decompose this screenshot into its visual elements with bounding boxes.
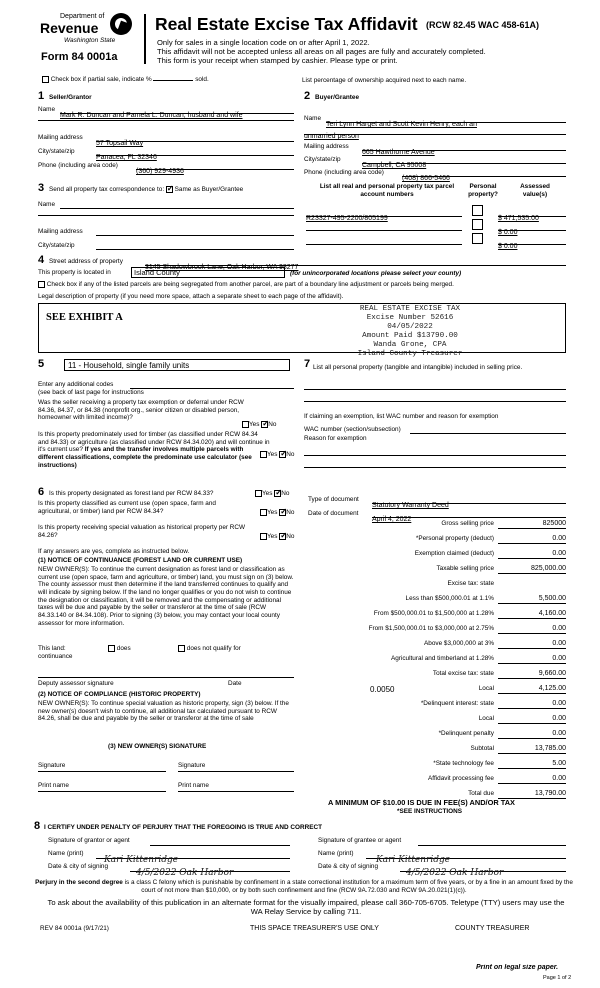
timber-q-text: Is this property predominately used for timber (as classified under RCW 84.34 and 84.33) or agriculture (as classified under RCW 84.34.020) and will continue in it's current use? xyxy=(38,431,270,454)
buyer-phone-field[interactable] xyxy=(402,167,566,182)
grantee-name-line[interactable] xyxy=(366,849,566,865)
grantor-name-value: Kari Kittenridge xyxy=(104,855,179,865)
tax-value[interactable]: 0.00 xyxy=(498,550,566,559)
additional-codes-field[interactable] xyxy=(130,381,294,389)
tax-label: Agricultural and timberland at 1.28% xyxy=(390,655,494,662)
tax-value[interactable]: 13,785.00 xyxy=(498,745,566,754)
sec7-text: List all personal property (tangible and intangible) included in selling price. xyxy=(313,364,523,371)
sec3-name-line2 xyxy=(38,215,294,216)
no-label: No xyxy=(268,421,277,429)
sec7-num: 7 xyxy=(304,358,311,370)
parcel-num-value-1: R23327-495-2200/805199 xyxy=(306,215,388,222)
wac-field[interactable] xyxy=(410,424,566,434)
personal-prop-line2[interactable] xyxy=(304,392,566,402)
seller-phone-field[interactable] xyxy=(136,160,294,175)
doc-date-field[interactable] xyxy=(372,508,566,523)
seller-heading: Seller/Grantor xyxy=(49,94,92,101)
ownership-note: List percentage of ownership acquired next to each name. xyxy=(302,77,467,84)
uninc-note: (for unincorporated locations please select your county) xyxy=(290,270,462,277)
grantor-sig-line[interactable] xyxy=(150,836,290,846)
notice1-title: (1) NOTICE OF CONTINUANCE (FOREST LAND OR CURRENT USE) xyxy=(38,557,243,564)
timber-question xyxy=(38,431,270,469)
partial-pct-field[interactable] xyxy=(153,80,193,81)
tax-label: *Personal property (deduct) xyxy=(415,535,494,542)
tax-value[interactable]: 4,125.00 xyxy=(498,685,566,694)
parcel-head3: Assessed value(s) xyxy=(520,183,550,198)
tax-value[interactable]: 4,160.00 xyxy=(498,610,566,619)
perjury-bold: Perjury in the second degree xyxy=(35,879,123,886)
stamp-line1: REAL ESTATE EXCISE TAX xyxy=(359,305,461,313)
sec3-num: 3 xyxy=(38,182,45,194)
sec8-num: 8 xyxy=(34,820,41,832)
buyer-name-label: Name xyxy=(304,115,322,122)
buyer-addr-field[interactable] xyxy=(362,141,566,156)
personal-prop-checkbox-2[interactable] xyxy=(472,219,483,230)
county-select[interactable]: Island County xyxy=(131,267,285,278)
tax-label: Total due xyxy=(468,790,494,797)
personal-prop-checkbox-1[interactable] xyxy=(472,205,483,216)
sec3-city-label: City/state/zip xyxy=(38,242,75,249)
no-label: No xyxy=(286,509,295,517)
county-treasurer-label: COUNTY TREASURER xyxy=(455,925,530,932)
tax-label: Subtotal xyxy=(470,745,494,752)
grantor-date-value: 4/5/2022 Oak Harbor xyxy=(136,868,234,878)
header-divider xyxy=(144,14,146,64)
tax-value[interactable]: 0.00 xyxy=(498,535,566,544)
parcel-num-field-3[interactable] xyxy=(306,235,462,245)
continuance-label: continuance xyxy=(38,653,73,660)
assessed-value-1: $ 471,535.00 xyxy=(498,215,539,222)
does-not-label: does not qualify for xyxy=(186,645,241,653)
buyer-name-field2[interactable] xyxy=(304,125,566,140)
stamp-line4: Amount Paid $13790.00 xyxy=(362,332,458,340)
no-label: No xyxy=(286,451,295,459)
certify-text: I CERTIFY UNDER PENALTY OF PERJURY THAT THE FOREGOING IS TRUE AND CORRECT xyxy=(44,824,323,831)
see-back-label: (see back of last page for instructions xyxy=(38,389,144,396)
wa-state-text: Washington State xyxy=(64,37,116,44)
doc-date-value: April 4, 2022 xyxy=(372,516,412,523)
historic-yes-no xyxy=(260,533,294,541)
seller-name-value: Mark R. Duncan and Pamela L. Duncan, husband and wife xyxy=(60,112,243,119)
grantee-date-label: Date & city of signing xyxy=(318,863,379,870)
doc-type-label: Type of document xyxy=(308,496,359,503)
page-number: Page 1 of 2 xyxy=(543,975,572,981)
tax-value[interactable]: 825000 xyxy=(498,520,566,529)
tax-label: Taxable selling price xyxy=(436,565,494,572)
tax-value[interactable]: 0.00 xyxy=(498,655,566,664)
same-as-buyer-label: Same as Buyer/Grantee xyxy=(174,186,244,194)
assessed-field-1[interactable] xyxy=(498,207,566,222)
yes-label: Yes xyxy=(267,533,278,541)
alt-format-notice: To ask about the availability of this publication in an alternate format for the visually impaired, please call 360-705-6705. Teletype (TTY) users may use the WA Relay Service by calling 711. xyxy=(47,898,565,917)
grantor-date-line[interactable] xyxy=(130,862,290,878)
reason-field-1[interactable] xyxy=(304,446,566,456)
historic-yes-checkbox[interactable] xyxy=(260,533,267,540)
header-sub3: This form is your receipt when stamped by cashier. Please type or print. xyxy=(157,56,398,65)
seller-name-field[interactable] xyxy=(60,104,294,119)
print-label-1: Print name xyxy=(38,782,69,789)
grantor-date-label: Date & city of signing xyxy=(48,863,109,870)
historic-no-checkbox[interactable] xyxy=(279,533,286,540)
seller-city-value: Panacea, FL 32346 xyxy=(96,154,157,161)
does-not-checkbox[interactable] xyxy=(178,645,185,652)
seller-addr-label: Mailing address xyxy=(38,134,83,141)
buyer-addr-value: 665 Hawthorne Avenue xyxy=(362,149,435,156)
yes-label: Yes xyxy=(267,509,278,517)
tax-label: From $500,000.01 to $1,500,000 at 1.28% xyxy=(373,610,494,617)
additional-codes-label: Enter any additional codes xyxy=(38,381,114,388)
doc-date-label: Date of document xyxy=(308,510,359,517)
tax-label: Local xyxy=(478,715,494,722)
buyer-city-field[interactable] xyxy=(362,154,566,169)
buyer-name-value1: Teri Lynn Harget and Scott Kevin Henry, each an xyxy=(326,121,477,128)
buyer-city-value: Campbell, CA 95008 xyxy=(362,162,427,169)
rcw-ref: (RCW 82.45 WAC 458-61A) xyxy=(426,20,540,30)
tax-label: Local xyxy=(478,685,494,692)
see-instructions-note: *SEE INSTRUCTIONS xyxy=(397,808,462,815)
sec3-city-field[interactable] xyxy=(96,240,294,250)
parcel-num-field-1[interactable] xyxy=(306,207,462,222)
tax-value[interactable]: 13,790.00 xyxy=(498,790,566,799)
buyer-phone-label: Phone (including area code) xyxy=(304,169,384,176)
tax-value[interactable]: 0.00 xyxy=(498,730,566,739)
wac-question: If claiming an exemption, list WAC number and reason for exemption xyxy=(304,413,499,420)
buyer-num: 2 xyxy=(304,90,311,102)
sig-label-2: Signature xyxy=(178,762,206,769)
tax-label: Gross selling price xyxy=(441,520,494,527)
street-label: Street address of property xyxy=(49,258,123,265)
exemption-yes-checkbox[interactable] xyxy=(242,421,249,428)
reason-field-2[interactable] xyxy=(304,458,566,468)
sec5-num: 5 xyxy=(38,358,45,370)
sec3-addr-label: Mailing address xyxy=(38,228,83,235)
tax-label: Exemption claimed (deduct) xyxy=(414,550,494,557)
sec3-row xyxy=(49,186,243,194)
grantee-sig-line[interactable] xyxy=(418,836,566,846)
grantee-name-value: Kari Kittenridge xyxy=(376,855,451,865)
new-owner-print-2[interactable] xyxy=(178,790,294,792)
yes-label: Yes xyxy=(262,490,273,498)
buyer-name-value2: unmarried person xyxy=(304,133,359,140)
street-field[interactable] xyxy=(145,256,566,271)
stamp-line3: 04/05/2022 xyxy=(387,323,433,331)
parcel-head1: List all real and personal property tax parcel account numbers xyxy=(319,183,455,198)
stamp-line5: Wanda Grone, CPA xyxy=(373,341,447,349)
new-owner-sig-2[interactable] xyxy=(178,770,294,772)
seller-city-label: City/state/zip xyxy=(38,148,75,155)
rev-number: REV 84 0001a (9/17/21) xyxy=(40,925,109,932)
personal-prop-checkbox-3[interactable] xyxy=(472,233,483,244)
grantor-sig-label: Signature of grantor or agent xyxy=(48,837,130,844)
perjury-notice xyxy=(30,879,578,894)
sec6-num: 6 xyxy=(38,486,45,498)
sec3-name-field[interactable] xyxy=(60,199,294,209)
revenue-text: Revenue xyxy=(40,20,99,36)
new-owner-print-1[interactable] xyxy=(38,790,166,792)
exemption-question: Was the seller receiving a property tax exemption or deferral under RCW 84.36, 84.37, or 84.38 (nonprofit org., senior citizen or disabled person, homeowner with limited income)? xyxy=(38,399,244,422)
doc-type-field[interactable] xyxy=(372,494,566,509)
tax-label: Above $3,000,000 at 3% xyxy=(424,640,494,647)
partial-sale-checkbox[interactable] xyxy=(42,76,49,83)
sec3-text: Send all property tax correspondence to: xyxy=(49,186,165,194)
tax-label: *State technology fee xyxy=(433,760,494,767)
tax-label: From $1,500,000.01 to $3,000,000 at 2.75% xyxy=(368,625,494,632)
tax-value[interactable]: 825,000.00 xyxy=(498,565,566,574)
treasurer-use-label: THIS SPACE TREASURER'S USE ONLY xyxy=(250,925,379,932)
tax-label: Excise tax: state xyxy=(447,580,494,587)
grantee-sig-label: Signature of grantee or agent xyxy=(318,837,402,844)
segregated-checkbox[interactable] xyxy=(38,281,45,288)
form-title: Real Estate Excise Tax Affidavit xyxy=(155,14,418,34)
deputy-date-label: Date xyxy=(228,680,242,687)
seller-phone-label: Phone (including area code) xyxy=(38,162,118,169)
forest-no-checkbox[interactable] xyxy=(274,490,281,497)
legal-size-note: Print on legal size paper. xyxy=(476,964,559,971)
does-option xyxy=(108,645,131,653)
parcel-num-field-2[interactable] xyxy=(306,221,462,231)
new-owner-sig-1[interactable] xyxy=(38,770,166,772)
timber-yes-checkbox[interactable] xyxy=(260,451,267,458)
no-label: No xyxy=(286,533,295,541)
segregated-row xyxy=(38,281,454,289)
notice1-text: NEW OWNER(S): To continue the current designation as forest land or classification as current use (open space, farm and agriculture, or timber) land, you must sign on (3) below. The county assessor must then determine if the land transferred continues to qualify and will indicate by signing below. If the land no longer qualifies or you do not wish to continue the designation or classification, it will be removed and the compensating or additional taxes will be due and payable by the seller or transferor at the time of sale (RCW 84.33.140 or 84.34.108). Prior to signing (3) below, you may contact your local county assessor for more information. xyxy=(38,566,294,627)
seller-city-field[interactable] xyxy=(96,146,294,161)
seller-num: 1 xyxy=(38,90,45,102)
partial-sale-row xyxy=(42,76,209,84)
treasurer-stamp xyxy=(330,305,490,359)
tax-value[interactable]: 9,660.00 xyxy=(498,670,566,679)
assessed-value-2: $ 0.00 xyxy=(498,229,518,236)
forest-question: Is this property designated as forest land per RCW 84.33? xyxy=(49,490,214,497)
legal-label: Legal description of property (if you need more space, attach a separate sheet to each page of the affidavit). xyxy=(38,293,344,300)
historic-question: Is this property receiving special valuation as historical property per RCW 84.26? xyxy=(38,524,246,539)
tax-label: *Delinquent interest: state xyxy=(420,700,494,707)
personal-prop-line1[interactable] xyxy=(304,380,566,390)
same-as-buyer-checkbox[interactable] xyxy=(166,186,173,193)
doc-type-value: Statutory Warranty Deed xyxy=(372,502,449,509)
print-label-2: Print name xyxy=(178,782,209,789)
dept-of-text: Department of xyxy=(60,13,105,20)
deputy-sig-label: Deputy assessor signature xyxy=(38,680,114,687)
header-sub2: This affidavit will not be accepted unless all areas on all pages are fully and accurately completed. xyxy=(157,47,486,56)
tax-value[interactable]: 5.00 xyxy=(498,760,566,769)
forest-yes-no xyxy=(255,490,289,498)
seller-addr-field[interactable] xyxy=(96,132,294,147)
buyer-heading: Buyer/Grantee xyxy=(315,94,360,101)
does-label: does xyxy=(116,645,131,653)
parcel-head2: Personal property? xyxy=(468,183,498,198)
current-use-yes-checkbox[interactable] xyxy=(260,509,267,516)
tax-value[interactable]: 0.00 xyxy=(498,715,566,724)
stamp-line6: Island County Treasurer xyxy=(357,350,463,358)
tax-label: Total excise tax: state xyxy=(432,670,494,677)
buyer-name-field[interactable] xyxy=(326,113,566,128)
grantor-name-label: Name (print) xyxy=(48,850,84,857)
exemption-yes-no xyxy=(242,421,276,429)
stamp-line2: Excise Number 52616 xyxy=(366,314,454,322)
grantee-name-label: Name (print) xyxy=(318,850,354,857)
grantor-name-line[interactable] xyxy=(96,849,290,865)
seller-name-line2 xyxy=(38,120,294,121)
tax-value[interactable]: 0.00 xyxy=(498,625,566,634)
assessed-field-3[interactable] xyxy=(498,235,566,250)
exhibit-text: SEE EXHIBIT A xyxy=(46,312,123,323)
tax-label: Affidavit processing fee xyxy=(428,775,494,782)
tax-value[interactable]: 0.00 xyxy=(498,700,566,709)
deputy-sig-line[interactable] xyxy=(38,670,294,678)
this-land-label: This land: xyxy=(38,645,66,652)
tax-value[interactable]: 5,500.00 xyxy=(498,595,566,604)
timber-q-bold: If yes and the transfer involves multiple parcels with different classifications, complete the predominate use calculator (see instructions) xyxy=(38,446,252,469)
located-label: This property is located in xyxy=(38,269,111,276)
form-number: Form 84 0001a xyxy=(41,51,118,63)
tax-label: Less than $500,000.01 at 1.1% xyxy=(405,595,494,602)
notice2-title: (2) NOTICE OF COMPLIANCE (HISTORIC PROPERTY) xyxy=(38,691,201,698)
forest-yes-checkbox[interactable] xyxy=(255,490,262,497)
reason-label: Reason for exemption xyxy=(304,435,367,442)
wac-label: WAC number (section/subsection) xyxy=(304,426,401,433)
tax-value[interactable]: 0.00 xyxy=(498,775,566,784)
sec3-addr-field[interactable] xyxy=(96,226,294,236)
grantee-date-line[interactable] xyxy=(400,862,566,878)
buyer-addr-label: Mailing address xyxy=(304,143,349,150)
sig-label-1: Signature xyxy=(38,762,66,769)
new-owner-sig-title: (3) NEW OWNER(S) SIGNATURE xyxy=(108,743,207,750)
timber-yes-no xyxy=(260,451,294,459)
if-any-yes: If any answers are yes, complete as instructed below. xyxy=(38,548,190,555)
buyer-phone-value: (408) 866-5466 xyxy=(402,175,450,182)
sec3-name-label: Name xyxy=(38,201,56,208)
minimum-due-note: A MINIMUM OF $10.00 IS DUE IN FEE(S) AND/OR TAX xyxy=(328,798,515,807)
seller-name-label: Name xyxy=(38,106,56,113)
notice2-text: NEW OWNER(S): To continue special valuation as historic property, sign (3) below. If the new owner(s) doesn't wish to continue, all additional tax calculated pursuant to RCW 84.26, shall be due and payable by the seller or transferor at the time of sale xyxy=(38,700,289,723)
header-sub1: Only for sales in a single location code on or after April 1, 2022. xyxy=(157,38,370,47)
yes-label: Yes xyxy=(267,451,278,459)
buyer-city-label: City/state/zip xyxy=(304,156,341,163)
current-use-yes-no xyxy=(260,509,294,517)
street-value: 3145 Shadowbrook Lane, Oak Harbor, WA 98277 xyxy=(145,264,299,271)
local-rate: 0.0050 xyxy=(370,685,395,694)
seller-phone-value: (360) 929-4936 xyxy=(136,168,184,175)
exemption-no-checkbox[interactable] xyxy=(261,421,268,428)
timber-no-checkbox[interactable] xyxy=(279,451,286,458)
current-use-no-checkbox[interactable] xyxy=(279,509,286,516)
partial-sale-label: Check box if partial sale, indicate % xyxy=(50,76,152,84)
grantee-date-value: 4/5/2022 Oak Harbor xyxy=(406,868,504,878)
does-not-option xyxy=(178,645,241,653)
yes-label: Yes xyxy=(249,421,260,429)
does-checkbox[interactable] xyxy=(108,645,115,652)
dor-logo xyxy=(40,13,140,53)
segregated-label: Check box if any of the listed parcels are being segregated from another parcel, are part of a boundary line adjustment or parcels being merged. xyxy=(46,281,454,289)
current-use-question: Is this property classified as current use (open space, farm and agricultural, or timber) land per RCW 84.34? xyxy=(38,500,216,515)
assessed-value-3: $ 0.00 xyxy=(498,243,518,250)
seller-addr-value: 57 Topsail Way xyxy=(96,140,144,147)
no-label: No xyxy=(281,490,290,498)
assessed-field-2[interactable] xyxy=(498,221,566,236)
use-code-select[interactable]: 11 - Household, single family units xyxy=(64,359,290,371)
sold-label: sold. xyxy=(195,76,209,84)
tax-label: *Delinquent penalty xyxy=(438,730,494,737)
tax-value[interactable]: 0.00 xyxy=(498,640,566,649)
dor-swirl-icon xyxy=(110,13,132,35)
perjury-text: is a class C felony which is punishable by confinement in a state correctional institution for a maximum term of five years, or by a fine in an amount fixed by the court of not more than $10,000, or by both such confinement and fine (RCW 9A.72.030 and RCW 9A.20.021(1)(c)). xyxy=(124,879,573,894)
sec4-num: 4 xyxy=(38,254,45,266)
